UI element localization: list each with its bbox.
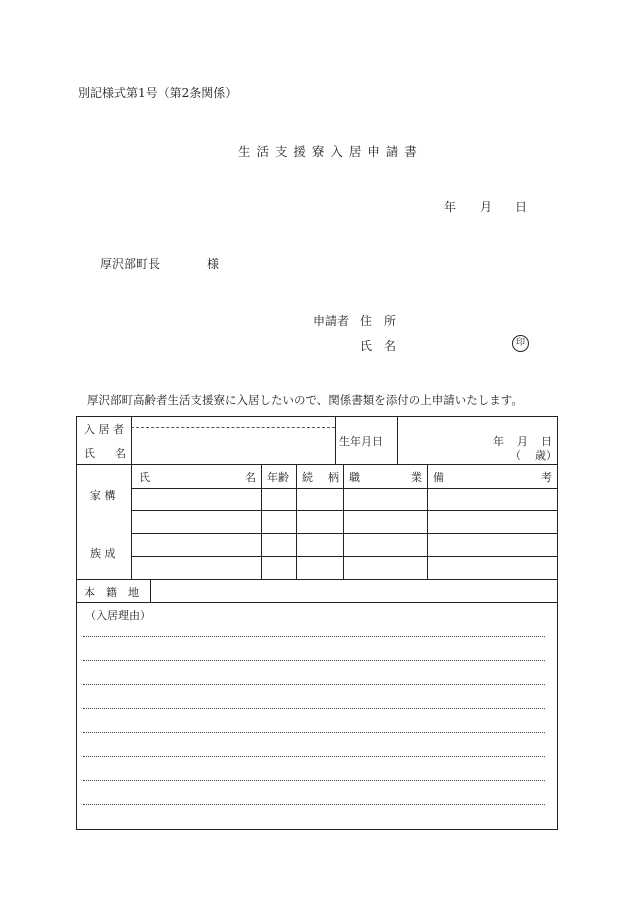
application-statement: 厚沢部町高齢者生活支援寮に入居したいので、関係書類を添付の上申請いたします。 bbox=[87, 393, 523, 407]
family-label-top: 家 構 bbox=[90, 489, 116, 502]
col-divider-domicile bbox=[150, 579, 151, 602]
col-header-note-a: 備 bbox=[433, 471, 444, 484]
reason-line-8[interactable] bbox=[83, 804, 545, 805]
birth-day: 日 bbox=[541, 435, 552, 448]
addressee-name: 厚沢部町長 bbox=[100, 257, 161, 271]
resident-furigana-line bbox=[131, 427, 335, 428]
seal-icon bbox=[512, 335, 529, 352]
family-row-2 bbox=[131, 510, 557, 511]
domicile-field[interactable] bbox=[152, 580, 554, 601]
birth-label: 生年月日 bbox=[339, 435, 383, 448]
reason-line-5[interactable] bbox=[83, 732, 545, 733]
col-divider-birth-right bbox=[397, 417, 398, 464]
col-divider-birth-left bbox=[335, 417, 336, 464]
col-header-name-a: 氏 bbox=[139, 471, 150, 484]
birth-month: 月 bbox=[517, 435, 528, 448]
family-row-3 bbox=[131, 533, 557, 534]
addressee-honorific: 様 bbox=[207, 257, 220, 271]
date-year: 年 bbox=[444, 200, 457, 214]
age-open: （ bbox=[510, 449, 521, 462]
resident-name-label-b: 名 bbox=[115, 447, 126, 460]
age-close: 歳） bbox=[535, 449, 557, 462]
seal-label: 印 bbox=[515, 338, 525, 348]
resident-name-label-a: 氏 bbox=[84, 447, 95, 460]
page-title: 生 活 支 援 寮 入 居 申 請 書 bbox=[238, 144, 418, 159]
col-divider-age bbox=[261, 464, 262, 579]
application-form-table bbox=[76, 416, 558, 830]
col-header-age: 年齢 bbox=[267, 471, 289, 484]
form-number: 別記様式第1号（第2条関係） bbox=[78, 86, 238, 100]
row-divider-domicile bbox=[77, 602, 557, 603]
family-label-bottom: 族 成 bbox=[90, 547, 116, 560]
col-header-job-b: 業 bbox=[411, 471, 422, 484]
row-divider-resident bbox=[77, 464, 557, 465]
col-header-name-b: 名 bbox=[245, 471, 256, 484]
birth-year: 年 bbox=[493, 435, 504, 448]
domicile-label: 本 籍 地 bbox=[84, 586, 139, 599]
reason-line-1[interactable] bbox=[83, 636, 545, 637]
reason-line-2[interactable] bbox=[83, 660, 545, 661]
applicant-label: 申請者 bbox=[313, 314, 350, 328]
col-divider-job bbox=[343, 464, 344, 579]
reason-line-4[interactable] bbox=[83, 708, 545, 709]
col-divider-note bbox=[427, 464, 428, 579]
applicant-name-label-2: 名 bbox=[384, 339, 397, 353]
applicant-name-label-1: 氏 bbox=[360, 339, 373, 353]
date-day: 日 bbox=[515, 200, 528, 214]
reason-label: （入居理由） bbox=[85, 609, 151, 622]
reason-line-3[interactable] bbox=[83, 684, 545, 685]
col-divider-label bbox=[131, 417, 132, 579]
date-month: 月 bbox=[480, 200, 493, 214]
resident-label: 入 居 者 bbox=[84, 423, 124, 436]
col-header-note-b: 考 bbox=[541, 471, 552, 484]
applicant-address-label: 住 所 bbox=[360, 314, 397, 328]
family-row-4 bbox=[131, 556, 557, 557]
col-header-relation-a: 続 bbox=[302, 471, 313, 484]
col-header-relation-b: 柄 bbox=[328, 471, 339, 484]
reason-line-7[interactable] bbox=[83, 780, 545, 781]
resident-name-field[interactable] bbox=[133, 430, 333, 462]
col-divider-relation bbox=[296, 464, 297, 579]
col-header-job-a: 職 bbox=[349, 471, 360, 484]
family-row-1 bbox=[131, 488, 557, 489]
reason-line-6[interactable] bbox=[83, 756, 545, 757]
